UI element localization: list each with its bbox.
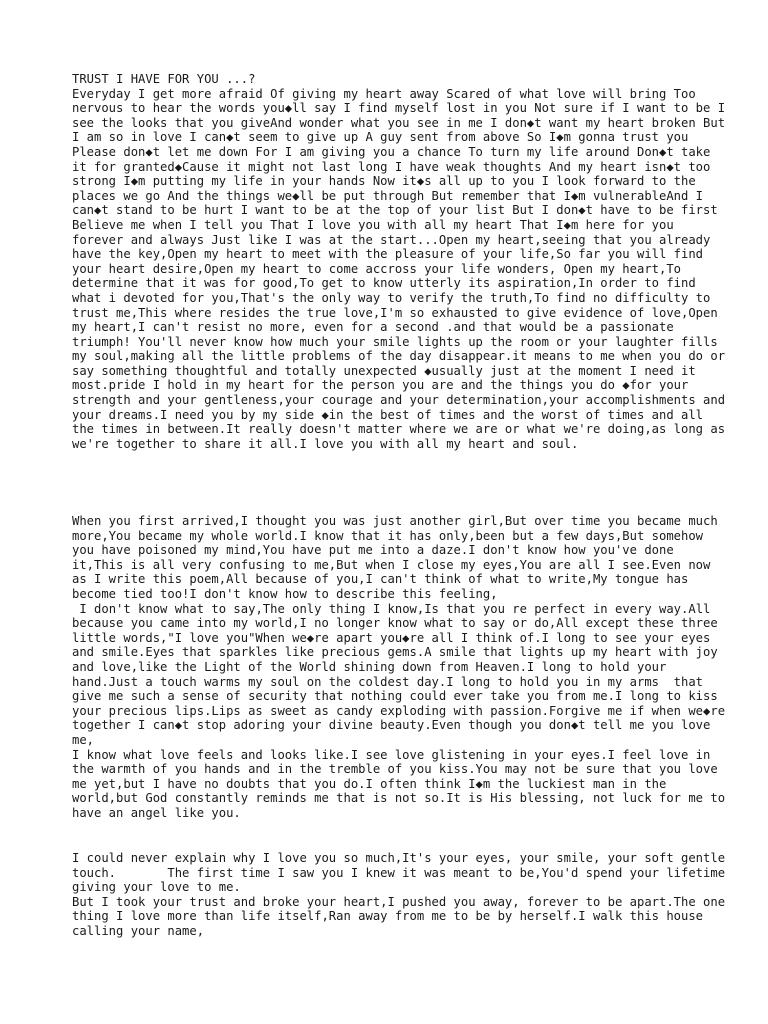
paragraph-never-explain: I could never explain why I love you so much,It's your eyes, your smile, your soft gentle touch. The first time I saw you I knew it was meant to be,You'd spend your lifetime giving your love to me. But I took your trust and broke your heart,I pushed you away, forever to be apart.The one thing I love more than life itself,Ran away from me to be by herself.I walk this house calling your name, (72, 851, 726, 938)
paragraph-trust-poem: TRUST I HAVE FOR YOU ...? Everyday I get more afraid Of giving my heart away Scared of what love will bring Too nervous to hear the words you◆ll say I find myself lost in you Not sure if I want to be I see the looks that you giveAnd wonder what you see in me I don◆t want my heart broken But I am so in love I can◆t seem to give up A guy sent from above So I◆m gonna trust you Please don◆t let me down For I am giving you a chance To turn my life around Don◆t take it for granted◆Cause it might not last long I have weak thoughts And my heart isn◆t too strong I◆m putting my life in your hands Now it◆s all up to you I look forward to the places we go And the things we◆ll be put through But remember that I◆m vulnerableAnd I can◆t stand to be hurt I want to be at the top of your list But I don◆t have to be first Believe me when I tell you That I love you with all my heart That I◆m here for you forever and always Just like I was at the start...Open my heart,seeing that you already have the key,Open my heart to meet with the pleasure of your life,So far you will find your heart desire,Open my heart to come accross your life wonders, Open my heart,To determine that it was for good,To get to know utterly its aspiration,In order to find what i devoted for you,That's the only way to verify the truth,To find no difficulty to trust me,This where resides the true love,I'm so exhausted to give evidence of love,Open my heart,I can't resist no more, even for a second .and that would be a passionate triumph! You'll never know how much your smile lights up the room or your laughter fills my soul,making all the little problems of the day disappear.it means to me when you do or say something thoughtful and totally unexpected ◆usually just at the moment I need it most.pride I hold in my heart for the person you are and the things you do ◆for your strength and your gentleness,your courage and your determination,your accomplishments and your dreams.I need you by my side ◆in the best of times and the worst of times and all the times in between.It really doesn't matter where we are or what we're doing,as long as we're together to share it all.I love you with all my heart and soul. (72, 72, 726, 451)
paragraph-first-arrived: When you first arrived,I thought you was just another girl,But over time you became much more,You became my whole world.I know that it has only,been but a few days,But somehow you have poisoned my mind,You have put me into a daze.I don't know how you've done it,This is all very confusing to me,But when I close my eyes,You are all I see.Even now as I write this poem,All because of you,I can't think of what to write,My tongue has become tied too!I don't know how to describe this feeling, I don't know what to say,The only thing I know,Is that you re perfect in every way.All because you came into my world,I no longer know what to say or do,All except these three little words,"I love you"When we◆re apart you◆re all I think of.I long to see your eyes and smile.Eyes that sparkles like precious gems.A smile that lights up my heart with joy and love,like the Light of the World shining down from Heaven.I long to hold your hand.Just a touch warms my soul on the coldest day.I long to hold you in my arms that give me such a sense of security that nothing could ever take you from me.I long to kiss your precious lips.Lips as sweet as candy exploding with passion.Forgive me if when we◆re together I can◆t stop adoring your divine beauty.Even though you don◆t tell me you love me, I know what love feels and looks like.I see love glistening in your eyes.I feel love in the warmth of you hands and in the tremble of you kiss.You may not be sure that you love me yet,but I have no doubts that you do.I often think I◆m the luckiest man in the world,but God constantly reminds me that is not so.It is His blessing, not luck for me to have an angel like you. (72, 514, 726, 820)
